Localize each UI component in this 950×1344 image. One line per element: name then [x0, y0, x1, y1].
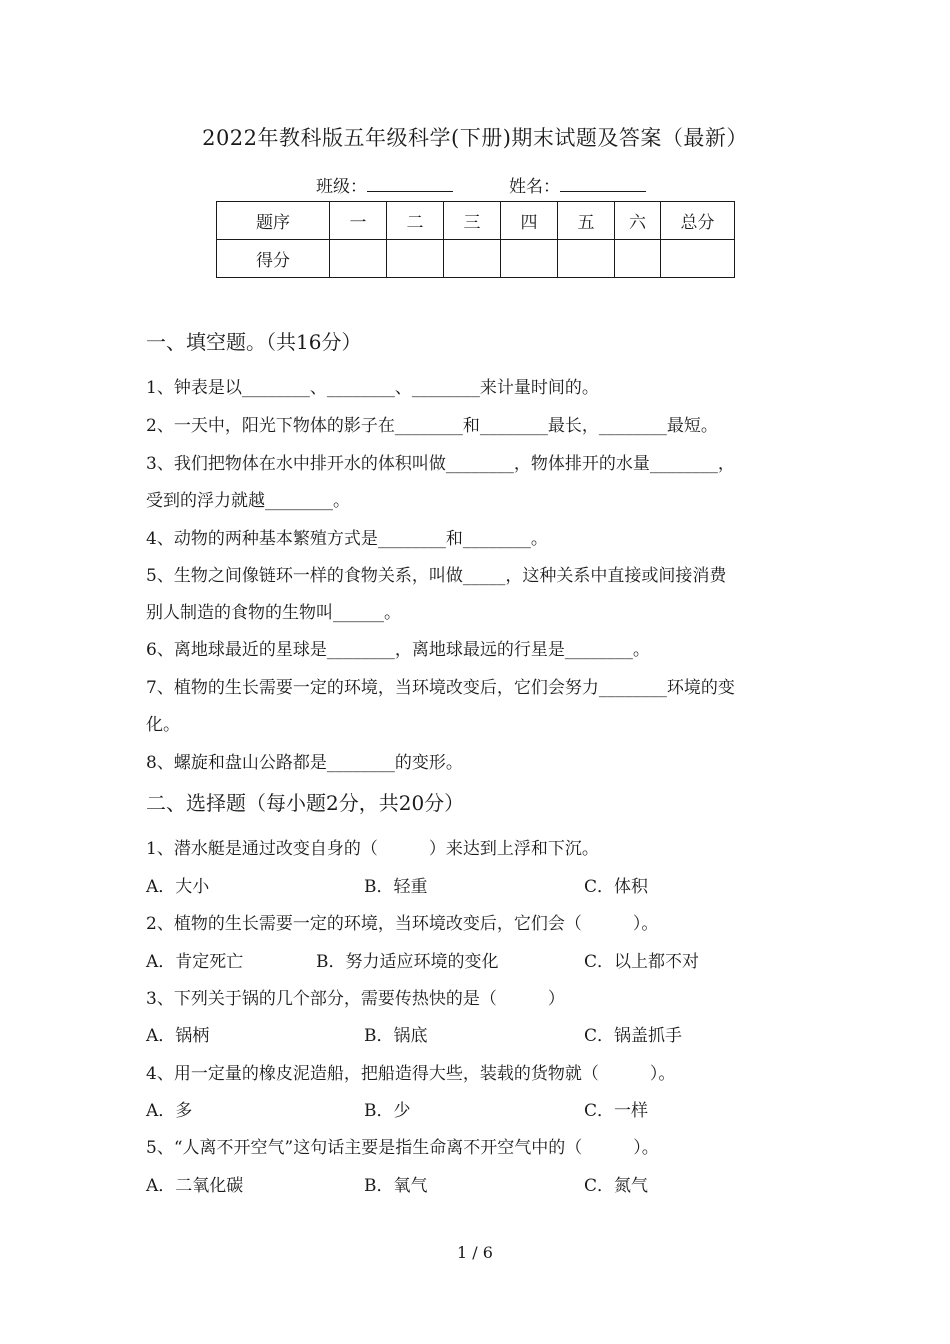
fill-question-line: 2、一天中，阳光下物体的影子在________和________最长，________最短。	[146, 416, 718, 436]
option-a: A．二氧化碳	[146, 1176, 244, 1196]
document-title: 2022年教科版五年级科学(下册)期末试题及答案（最新）	[202, 126, 748, 150]
score-cell	[558, 240, 615, 278]
fill-question-line: 5、生物之间像链环一样的食物关系，叫做_____，这种关系中直接或间接消费	[146, 566, 727, 586]
score-header-cell: 四	[501, 202, 558, 240]
fill-question-line: 7、植物的生长需要一定的环境，当环境改变后，它们会努力________环境的变	[146, 678, 735, 698]
fill-question-line: 受到的浮力就越________。	[146, 491, 350, 511]
score-cell	[501, 240, 558, 278]
choice-question: 3、下列关于锅的几个部分，需要传热快的是（ ）	[146, 989, 565, 1009]
score-row-label: 得分	[217, 240, 330, 278]
fill-question-line: 8、螺旋和盘山公路都是________的变形。	[146, 753, 463, 773]
name-label: 姓名：	[509, 177, 560, 197]
option-b: B．轻重	[364, 877, 428, 897]
option-c: C．体积	[584, 877, 649, 897]
option-a: A．肯定死亡	[146, 952, 244, 972]
score-cell	[387, 240, 444, 278]
option-a: A．大小	[146, 877, 210, 897]
score-table-header-row	[217, 202, 735, 240]
class-label: 班级：	[316, 177, 367, 197]
score-header-cell: 一	[330, 202, 387, 240]
option-c: C．氮气	[584, 1176, 649, 1196]
fill-question-line: 6、离地球最近的星球是________，离地球最远的行星是________。	[146, 640, 650, 660]
fill-question-line: 1、钟表是以________、________、________来计量时间的。	[146, 378, 599, 398]
fill-question-line: 别人制造的食物的生物叫______。	[146, 603, 401, 623]
option-c: C．锅盖抓手	[584, 1026, 683, 1046]
fill-question-line: 3、我们把物体在水中排开水的体积叫做________，物体排开的水量________，	[146, 454, 735, 474]
score-cell	[661, 240, 735, 278]
score-cell	[444, 240, 501, 278]
fill-question-line: 4、动物的两种基本繁殖方式是________和________。	[146, 529, 548, 549]
option-c: C．一样	[584, 1101, 649, 1121]
score-header-cell: 题序	[217, 202, 330, 240]
section-2-heading: 二、选择题（每小题2分，共20分）	[146, 791, 465, 815]
option-a: A．多	[146, 1101, 193, 1121]
score-header-cell: 二	[387, 202, 444, 240]
choice-question: 2、植物的生长需要一定的环境，当环境改变后，它们会（ ）。	[146, 914, 659, 934]
option-a: A．锅柄	[146, 1026, 210, 1046]
name-blank	[560, 173, 646, 192]
score-table	[216, 201, 735, 278]
option-b: B．锅底	[364, 1026, 428, 1046]
option-b: B．少	[364, 1101, 411, 1121]
option-c: C．以上都不对	[584, 952, 700, 972]
page-number: 1 / 6	[457, 1243, 493, 1262]
section-1-heading: 一、填空题。（共16分）	[146, 330, 362, 354]
score-header-cell: 三	[444, 202, 501, 240]
choice-question: 1、潜水艇是通过改变自身的（ ）来达到上浮和下沉。	[146, 839, 599, 859]
score-header-cell: 五	[558, 202, 615, 240]
class-blank	[367, 173, 453, 192]
score-header-cell: 总分	[661, 202, 735, 240]
score-table-score-row	[217, 240, 735, 278]
score-cell	[615, 240, 661, 278]
student-info	[316, 172, 646, 197]
option-b: B．氧气	[364, 1176, 428, 1196]
choice-question: 4、用一定量的橡皮泥造船，把船造得大些，装载的货物就（ ）。	[146, 1064, 676, 1084]
option-b: B．努力适应环境的变化	[316, 952, 499, 972]
choice-question: 5、“人离不开空气”这句话主要是指生命离不开空气中的（ ）。	[146, 1138, 659, 1158]
score-header-cell: 六	[615, 202, 661, 240]
fill-question-line: 化。	[146, 715, 180, 735]
score-cell	[330, 240, 387, 278]
